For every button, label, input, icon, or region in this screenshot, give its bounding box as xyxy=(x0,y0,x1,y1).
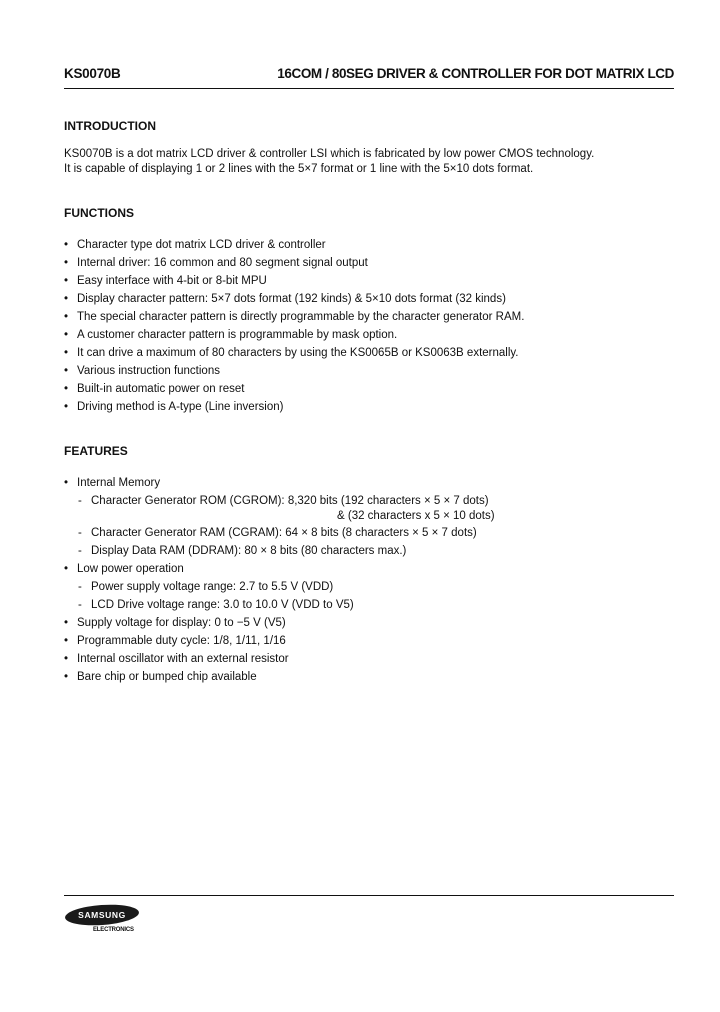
introduction-text xyxy=(64,147,594,177)
function-item-text: Character type dot matrix LCD driver & controller xyxy=(77,239,326,251)
feature-ddram: - Display Data RAM (DDRAM): 80 × 8 bits (80 characters max.) xyxy=(78,545,407,557)
function-item xyxy=(64,344,524,362)
bullet-glyph: • xyxy=(64,347,69,359)
footer-divider xyxy=(64,895,674,896)
function-item xyxy=(64,290,524,308)
introduction-line-2: It is capable of displaying 1 or 2 lines with the 5×7 format or 1 line with the 5×10 dots format. xyxy=(64,163,534,175)
feature-bare-chip: • Bare chip or bumped chip available xyxy=(64,671,257,683)
bullet-glyph: • xyxy=(64,257,69,269)
function-item-text: Driving method is A-type (Line inversion) xyxy=(77,401,284,413)
bullet-glyph: • xyxy=(64,365,69,377)
function-item-text: A customer character pattern is programmable by mask option. xyxy=(77,329,398,341)
document-code: KS0070B xyxy=(64,66,121,81)
function-item-text: Easy interface with 4-bit or 8-bit MPU xyxy=(77,275,267,287)
function-item-text: Various instruction functions xyxy=(77,365,220,377)
feature-lcd-drive: - LCD Drive voltage range: 3.0 to 10.0 V (VDD to V5) xyxy=(78,599,354,611)
logo-subtitle: ELECTRONICS xyxy=(93,927,134,933)
function-item xyxy=(64,362,524,380)
feature-supply-display: • Supply voltage for display: 0 to −5 V (V5) xyxy=(64,617,286,629)
features-list xyxy=(64,474,495,686)
function-item xyxy=(64,254,524,272)
feature-oscillator: • Internal oscillator with an external resistor xyxy=(64,653,289,665)
bullet-glyph: • xyxy=(64,329,69,341)
function-item-text: The special character pattern is directly programmable by the character generator RAM. xyxy=(77,311,525,323)
function-item-text: Internal driver: 16 common and 80 segment signal output xyxy=(77,257,368,269)
bullet-glyph: • xyxy=(64,401,69,413)
page-header xyxy=(64,66,674,89)
functions-heading: FUNCTIONS xyxy=(64,206,134,220)
introduction-heading: INTRODUCTION xyxy=(64,119,156,133)
document-title: 16COM / 80SEG DRIVER & CONTROLLER FOR DOT MATRIX LCD xyxy=(277,66,674,81)
bullet-glyph: • xyxy=(64,311,69,323)
feature-low-power: • Low power operation xyxy=(64,563,184,575)
feature-internal-memory: • Internal Memory xyxy=(64,477,161,489)
bullet-glyph: • xyxy=(64,239,69,251)
bullet-glyph: • xyxy=(64,383,69,395)
function-item-text: Display character pattern: 5×7 dots format (192 kinds) & 5×10 dots format (32 kinds) xyxy=(77,293,506,305)
function-item xyxy=(64,380,524,398)
bullet-glyph: • xyxy=(64,275,69,287)
functions-list xyxy=(64,236,524,416)
feature-duty-cycle: • Programmable duty cycle: 1/8, 1/11, 1/16 xyxy=(64,635,286,647)
function-item xyxy=(64,398,524,416)
feature-cgrom: - Character Generator ROM (CGROM): 8,320 bits (192 characters × 5 × 7 dots) xyxy=(78,495,489,507)
function-item-text: It can drive a maximum of 80 characters by using the KS0065B or KS0063B externally. xyxy=(77,347,519,359)
function-item-text: Built-in automatic power on reset xyxy=(77,383,245,395)
feature-cgrom-continued: & (32 characters x 5 × 10 dots) xyxy=(337,510,495,522)
features-heading: FEATURES xyxy=(64,444,128,458)
logo-text: SAMSUNG xyxy=(78,910,126,920)
bullet-glyph: • xyxy=(64,293,69,305)
function-item xyxy=(64,326,524,344)
introduction-line-1: KS0070B is a dot matrix LCD driver & controller LSI which is fabricated by low power CMOS technology. xyxy=(64,148,595,160)
function-item xyxy=(64,236,524,254)
function-item xyxy=(64,272,524,290)
samsung-logo xyxy=(64,903,140,927)
function-item xyxy=(64,308,524,326)
feature-cgram: - Character Generator RAM (CGRAM): 64 × 8 bits (8 characters × 5 × 7 dots) xyxy=(78,527,477,539)
feature-power-supply: - Power supply voltage range: 2.7 to 5.5 V (VDD) xyxy=(78,581,334,593)
